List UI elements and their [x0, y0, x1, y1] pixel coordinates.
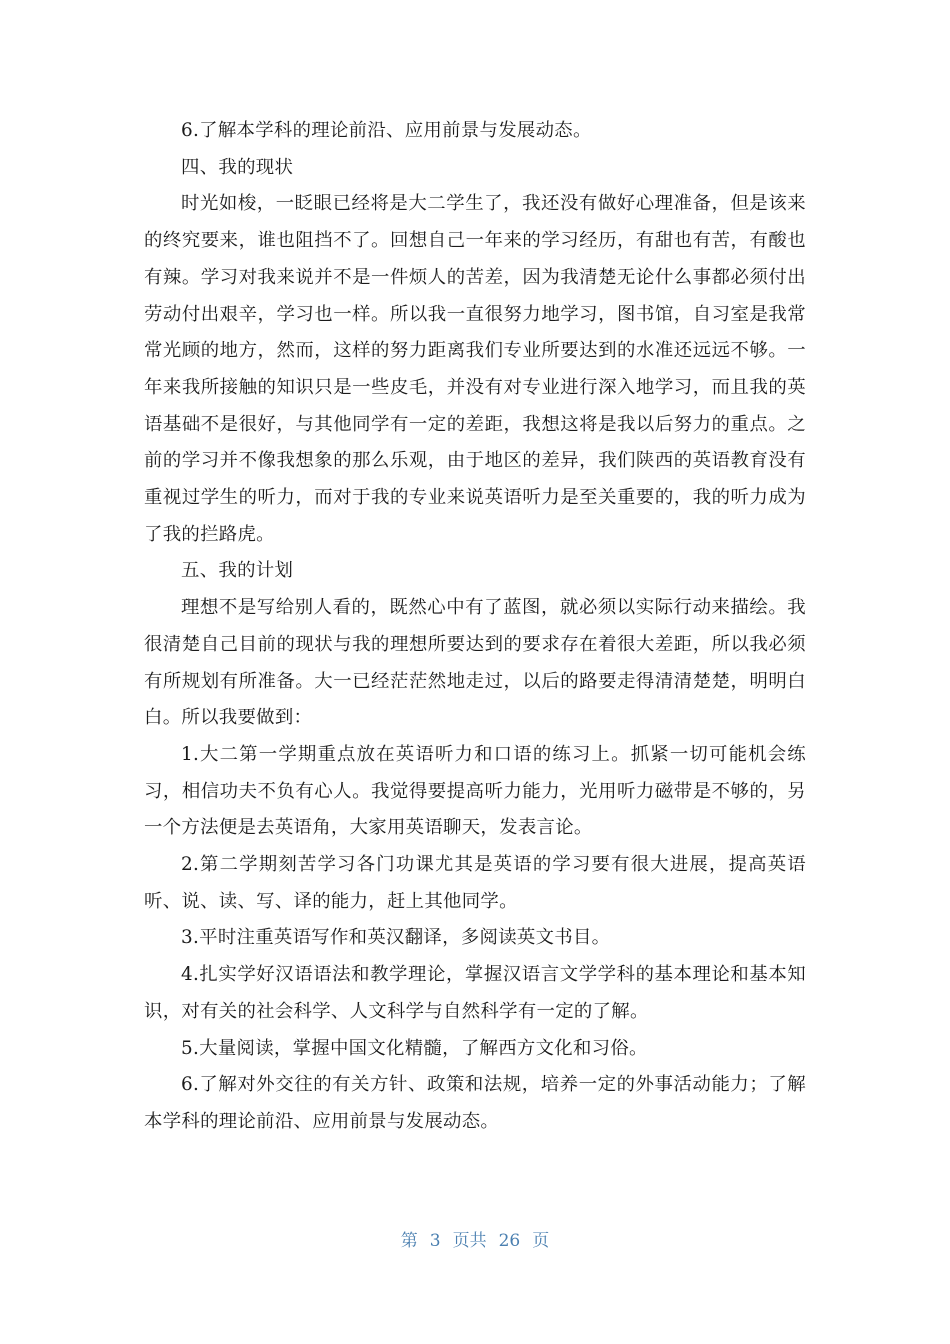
- footer-label-page: 第: [400, 1231, 418, 1251]
- list-item: 3.平时注重英语写作和英汉翻译，多阅读英文书目。: [181, 927, 611, 949]
- list-item: 4.扎实学好汉语语法和教学理论，掌握汉语言文学学科的基本理论和基本知识，对有关的社会科学、人文科学与自然科学有一定的了解。: [144, 964, 806, 1022]
- footer-label-of: 页共: [452, 1231, 487, 1251]
- paragraph: 理想不是写给别人看的，既然心中有了蓝图，就必须以实际行动来描绘。我很清楚自己目前的现状与我的理想所要达到的要求存在着很大差距，所以我必须有所规划有所准备。大一已经茫茫然地走过，以后的路要走得清清楚楚，明明白白。所以我要做到：: [144, 597, 806, 729]
- current-page-number: 3: [429, 1231, 441, 1251]
- section-heading: 四、我的现状: [181, 156, 294, 178]
- list-item: 5.大量阅读，掌握中国文化精髓，了解西方文化和习俗。: [181, 1037, 648, 1059]
- document-body: [144, 113, 806, 1141]
- list-item: 6.了解对外交往的有关方针、政策和法规，培养一定的外事活动能力；了解本学科的理论前沿、应用前景与发展动态。: [144, 1074, 806, 1132]
- page-footer: [0, 1226, 950, 1251]
- list-item: 2.第二学期刻苦学习各门功课尤其是英语的学习要有很大进展，提高英语听、说、读、写、译的能力，赶上其他同学。: [144, 854, 806, 912]
- paragraph: 6.了解本学科的理论前沿、应用前景与发展动态。: [181, 120, 592, 141]
- section-heading: 五、我的计划: [181, 560, 294, 582]
- paragraph: 时光如梭，一眨眼已经将是大二学生了，我还没有做好心理准备，但是该来的终究要来，谁也阻挡不了。回想自己一年来的学习经历，有甜也有苦，有酸也有辣。学习对我来说并不是一件烦人的苦差，因为我清楚无论什么事都必须付出劳动付出艰辛，学习也一样。所以我一直很努力地学习，图书馆，自习室是我常常光顾的地方，然而，这样的努力距离我们专业所要达到的水准还远远不够。一年来我所接触的知识只是一些皮毛，并没有对专业进行深入地学习，而且我的英语基础不是很好，与其他同学有一定的差距，我想这将是我以后努力的重点。之前的学习并不像我想象的那么乐观，由于地区的差异，我们陕西的英语教育没有重视过学生的听力，而对于我的专业来说英语听力是至关重要的，我的听力成为了我的拦路虎。: [144, 193, 806, 545]
- list-item: 1.大二第一学期重点放在英语听力和口语的练习上。抓紧一切可能机会练习，相信功夫不负有心人。我觉得要提高听力能力，光用听力磁带是不够的，另一个方法便是去英语角，大家用英语聊天，发表言论。: [144, 743, 806, 839]
- total-pages-number: 26: [498, 1231, 521, 1251]
- footer-label-pages: 页: [532, 1231, 550, 1251]
